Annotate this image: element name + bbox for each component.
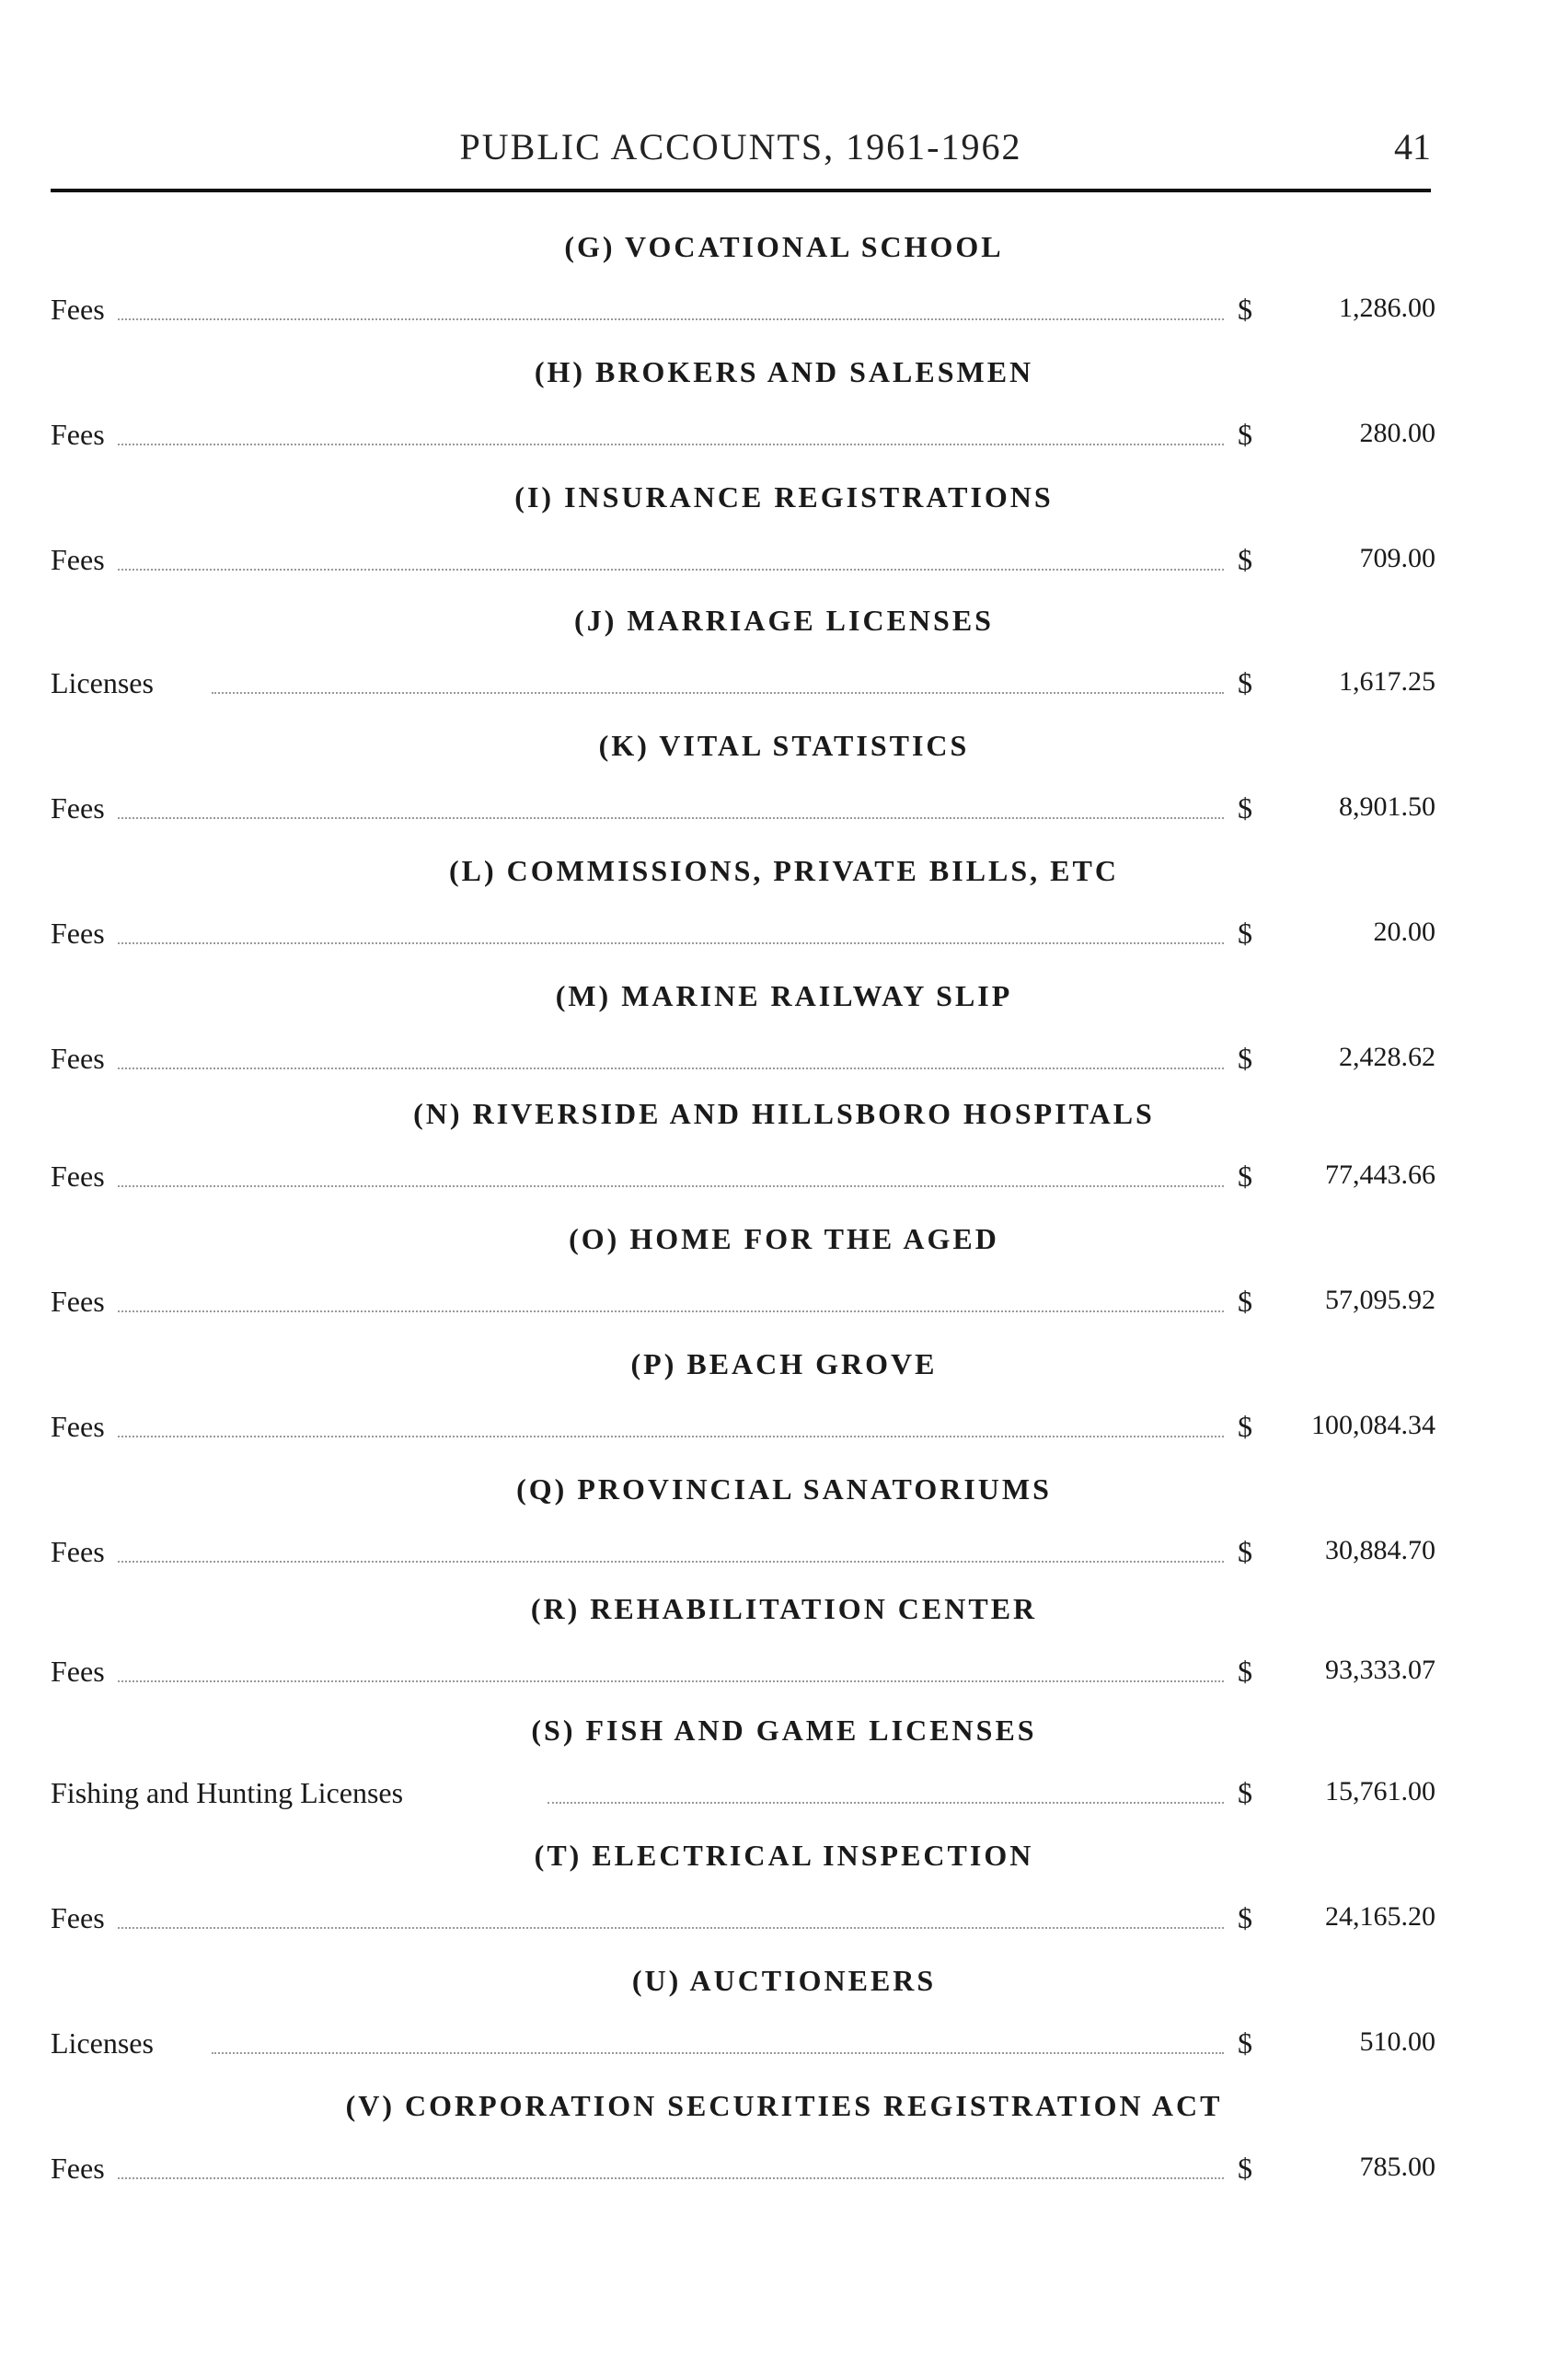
- section-heading: (H) BROKERS AND SALESMEN: [534, 355, 1034, 388]
- leader-dots: [106, 1068, 1224, 1069]
- section-heading: (J) MARRIAGE LICENSES: [574, 604, 994, 637]
- entry-amount: 510.00: [1359, 2026, 1435, 2057]
- currency-symbol: $: [1238, 666, 1252, 699]
- entry-amount: 2,428.62: [1339, 1042, 1435, 1072]
- entry-label: Fees: [51, 1901, 118, 1935]
- currency-symbol: $: [1238, 1285, 1252, 1318]
- entry-label: Fees: [51, 418, 118, 452]
- currency-symbol: $: [1238, 2152, 1252, 2185]
- entry-label: Fees: [51, 917, 118, 951]
- header-rule: [51, 189, 1431, 192]
- entry-amount: 1,286.00: [1339, 293, 1435, 323]
- section-heading: (S) FISH AND GAME LICENSES: [531, 1714, 1037, 1747]
- leader-dots: [106, 1561, 1224, 1563]
- entry-amount: 280.00: [1359, 418, 1435, 448]
- entry-amount: 30,884.70: [1325, 1535, 1435, 1565]
- section-heading: (V) CORPORATION SECURITIES REGISTRATION ACT: [345, 2089, 1223, 2122]
- page-number: 41: [1394, 126, 1431, 167]
- section-heading: (G) VOCATIONAL SCHOOL: [564, 230, 1004, 263]
- leader-dots: [106, 1185, 1224, 1187]
- section-heading: (M) MARINE RAILWAY SLIP: [555, 979, 1013, 1012]
- entry-amount: 15,761.00: [1325, 1776, 1435, 1806]
- entry-amount: 8,901.50: [1339, 791, 1435, 822]
- entry-label: Licenses: [51, 2026, 167, 2060]
- currency-symbol: $: [1238, 1535, 1252, 1568]
- leader-dots: [106, 1927, 1224, 1929]
- entry-amount: 785.00: [1359, 2152, 1435, 2182]
- entry-amount: 57,095.92: [1325, 1285, 1435, 1315]
- currency-symbol: $: [1238, 1776, 1252, 1809]
- leader-dots: [212, 692, 1224, 694]
- currency-symbol: $: [1238, 293, 1252, 326]
- leader-dots: [106, 318, 1224, 320]
- entry-row: [51, 2026, 1435, 2063]
- entry-row: [51, 917, 1435, 953]
- currency-symbol: $: [1238, 1042, 1252, 1075]
- entry-row: [51, 1285, 1435, 1321]
- leader-dots: [106, 444, 1224, 445]
- entry-label: Fees: [51, 543, 118, 577]
- entry-amount: 20.00: [1373, 917, 1435, 947]
- entry-row: [51, 543, 1435, 580]
- entry-row: [51, 1535, 1435, 1572]
- leader-dots: [106, 2177, 1224, 2179]
- section-heading: (T) ELECTRICAL INSPECTION: [534, 1839, 1034, 1872]
- entry-row: [51, 1410, 1435, 1447]
- entry-row: [51, 1901, 1435, 1938]
- leader-dots: [106, 1310, 1224, 1312]
- section-heading: (P) BEACH GROVE: [630, 1347, 938, 1380]
- currency-symbol: $: [1238, 1901, 1252, 1934]
- entry-row: [51, 666, 1435, 703]
- entry-amount: 709.00: [1359, 543, 1435, 573]
- entry-label: Fees: [51, 1410, 118, 1444]
- entry-amount: 77,443.66: [1325, 1160, 1435, 1190]
- entry-label: Fees: [51, 1160, 118, 1194]
- entry-row: [51, 293, 1435, 329]
- currency-symbol: $: [1238, 791, 1252, 825]
- entry-amount: 100,084.34: [1311, 1410, 1435, 1440]
- entry-row: [51, 791, 1435, 828]
- entry-row: [51, 2152, 1435, 2188]
- entry-row: [51, 418, 1435, 455]
- section-heading: (Q) PROVINCIAL SANATORIUMS: [516, 1472, 1052, 1506]
- entry-label: Fees: [51, 1042, 118, 1076]
- entry-row: [51, 1655, 1435, 1691]
- entry-row: [51, 1160, 1435, 1196]
- section-heading: (I) INSURANCE REGISTRATIONS: [514, 480, 1054, 514]
- section-heading: (U) AUCTIONEERS: [631, 1964, 937, 1997]
- entry-label: Fees: [51, 1535, 118, 1569]
- section-heading: (O) HOME FOR THE AGED: [569, 1222, 999, 1255]
- section-heading: (L) COMMISSIONS, PRIVATE BILLS, ETC: [449, 854, 1119, 887]
- currency-symbol: $: [1238, 1160, 1252, 1193]
- leader-dots: [106, 1680, 1224, 1682]
- page-header: [51, 109, 1431, 182]
- entry-row: [51, 1776, 1435, 1813]
- entry-label: Fees: [51, 293, 118, 327]
- entry-amount: 1,617.25: [1339, 666, 1435, 697]
- currency-symbol: $: [1238, 543, 1252, 576]
- currency-symbol: $: [1238, 917, 1252, 950]
- currency-symbol: $: [1238, 418, 1252, 451]
- section-heading: (N) RIVERSIDE AND HILLSBORO HOSPITALS: [413, 1097, 1155, 1130]
- currency-symbol: $: [1238, 1655, 1252, 1688]
- entry-amount: 93,333.07: [1325, 1655, 1435, 1685]
- entry-label: Licenses: [51, 666, 167, 700]
- currency-symbol: $: [1238, 1410, 1252, 1443]
- entry-label: Fees: [51, 2152, 118, 2186]
- leader-dots: [212, 2052, 1224, 2054]
- entry-amount: 24,165.20: [1325, 1901, 1435, 1932]
- leader-dots: [106, 942, 1224, 944]
- currency-symbol: $: [1238, 2026, 1252, 2060]
- entry-label: Fishing and Hunting Licenses: [51, 1776, 416, 1810]
- leader-dots: [548, 1802, 1224, 1804]
- entry-label: Fees: [51, 791, 118, 825]
- entry-label: Fees: [51, 1655, 118, 1689]
- leader-dots: [106, 1436, 1224, 1437]
- entry-label: Fees: [51, 1285, 118, 1319]
- page-title: PUBLIC ACCOUNTS, 1961-1962: [459, 126, 1022, 167]
- leader-dots: [106, 817, 1224, 819]
- section-heading: (R) REHABILITATION CENTER: [530, 1592, 1038, 1625]
- entry-row: [51, 1042, 1435, 1079]
- section-heading: (K) VITAL STATISTICS: [598, 729, 970, 762]
- leader-dots: [106, 569, 1224, 571]
